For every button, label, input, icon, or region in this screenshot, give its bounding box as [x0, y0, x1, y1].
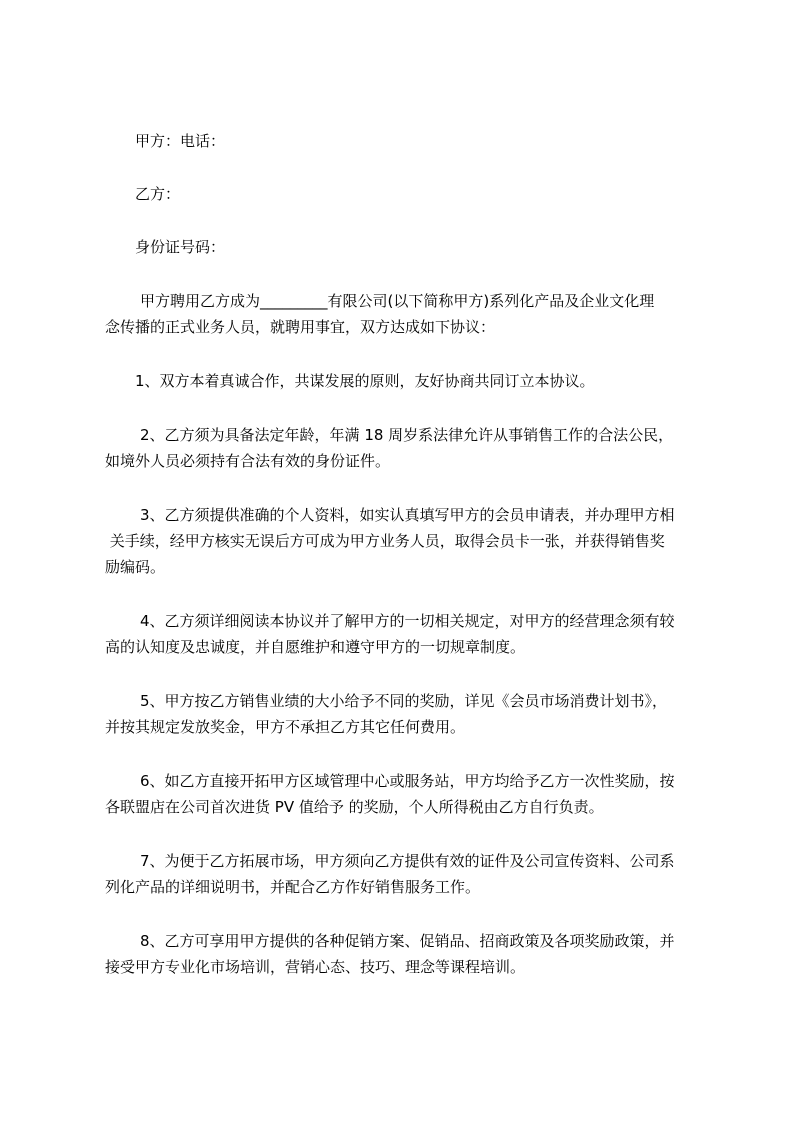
clause-1-line-1: 1、双方本着真诚合作，共谋发展的原则，友好协商共同订立本协议。 — [135, 372, 595, 390]
clause-3-line-1: 3、乙方须提供准确的个人资料，如实认真填写甲方的会员申请表，并办理甲方相 — [140, 506, 675, 524]
party-a-line: 甲方：电话： — [135, 132, 226, 150]
clause-2-line-1: 2、乙方须为具备法定年龄，年满 18 周岁系法律允许从事销售工作的合法公民， — [140, 426, 674, 444]
party-b-line: 乙方： — [135, 185, 181, 203]
clause-5-line-2: 并按其规定发放奖金，甲方不承担乙方其它任何费用。 — [105, 718, 466, 736]
clause-7-line-1: 7、为便于乙方拓展市场，甲方须向乙方提供有效的证件及公司宣传资料、公司系 — [140, 852, 675, 870]
id-number-line: 身份证号码： — [135, 238, 226, 256]
clause-2-line-2: 如境外人员必须持有合法有效的身份证件。 — [105, 452, 391, 470]
intro-line-1: 甲方聘用乙方成为_________有限公司(以下简称甲方)系列化产品及企业文化理 — [140, 292, 655, 310]
clause-3-line-3: 励编码。 — [105, 558, 166, 576]
clause-3-line-2: 关手续，经甲方核实无误后方可成为甲方业务人员，取得会员卡一张，并获得销售奖 — [105, 532, 665, 550]
clause-4-line-1: 4、乙方须详细阅读本协议并了解甲方的一切相关规定，对甲方的经营理念须有较 — [140, 612, 675, 630]
clause-6-line-1: 6、如乙方直接开拓甲方区域管理中心或服务站，甲方均给予乙方一次性奖励，按 — [140, 772, 675, 790]
intro-line-2: 念传播的正式业务人员，就聘用事宜，双方达成如下协议： — [105, 318, 496, 336]
clause-4-line-2: 高的认知度及忠诚度，并自愿维护和遵守甲方的一切规章制度。 — [105, 638, 526, 656]
clause-8-line-2: 接受甲方专业化市场培训，营销心态、技巧、理念等课程培训。 — [105, 958, 526, 976]
clause-7-line-2: 列化产品的详细说明书，并配合乙方作好销售服务工作。 — [105, 878, 481, 896]
clause-6-line-2: 各联盟店在公司首次进货 PV 值给予 的奖励，个人所得税由乙方自行负责。 — [105, 798, 604, 816]
clause-8-line-1: 8、乙方可享用甲方提供的各种促销方案、促销品、招商政策及各项奖励政策，并 — [140, 932, 675, 950]
clause-5-line-1: 5、甲方按乙方销售业绩的大小给予不同的奖励，详见《会员市场消费计划书》， — [140, 692, 668, 710]
